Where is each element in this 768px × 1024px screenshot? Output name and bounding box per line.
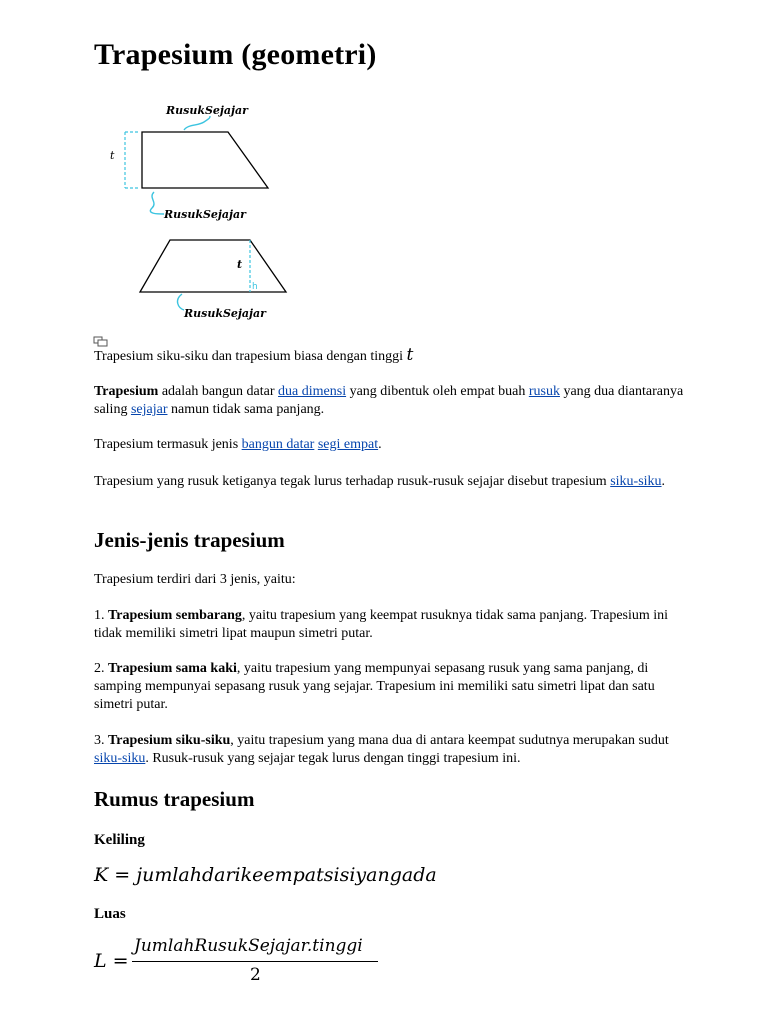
category-text-1: Trapesium termasuk jenis <box>94 437 242 452</box>
item-3-text-2: . Rusuk-rusuk yang sejajar tegak lurus dengan tinggi trapesium ini. <box>145 751 521 766</box>
link-rusuk[interactable]: rusuk <box>528 384 560 399</box>
jenis-intro: Trapesium terdiri dari 3 jenis, yaitu: <box>94 572 296 587</box>
jenis-item-2 <box>94 660 684 714</box>
item-3-term: Trapesium siku-siku <box>108 733 231 748</box>
link-segi-empat[interactable]: segi empat <box>317 437 379 452</box>
link-bangun-datar[interactable]: bangun datar <box>241 437 315 452</box>
category-text-2: . <box>378 437 382 452</box>
item-3-number: 3. <box>94 733 108 748</box>
right-trapezoid-text-2: . <box>661 474 666 489</box>
caption-text: Trapesium siku-siku dan trapesium biasa dengan tinggi <box>94 349 407 364</box>
keliling-formula: K = jumlahdarikeempatsisiyangada <box>94 864 437 886</box>
parallel-side-label-mid: RusukSejajar <box>164 208 246 221</box>
connector-top <box>184 116 210 130</box>
item-1-term: Trapesium sembarang <box>108 608 242 623</box>
isosceles-trapezoid-shape <box>140 240 286 292</box>
keliling-heading: Keliling <box>94 832 145 848</box>
caption-math: t <box>406 345 414 365</box>
intro-text-4: namun tidak sama panjang. <box>167 402 325 417</box>
link-sejajar[interactable]: sejajar <box>130 402 168 417</box>
trapezoid-figure <box>100 96 300 326</box>
parallel-side-label-top: RusukSejajar <box>166 104 248 117</box>
intro-text-1: adalah bangun datar <box>158 384 279 399</box>
height-label-2: t <box>237 258 243 271</box>
luas-lhs: L = <box>94 950 129 972</box>
luas-numerator: JumlahRusukSejajar.tinggi <box>134 936 363 956</box>
figure-caption <box>94 346 684 366</box>
link-siku-siku-2[interactable]: siku-siku <box>94 751 146 766</box>
luas-formula <box>94 936 394 990</box>
page-title: Trapesium (geometri) <box>94 38 377 71</box>
connector-mid <box>150 192 164 214</box>
right-trapezoid-shape <box>142 132 268 188</box>
item-3-text-1: , yaitu trapesium yang mana dua di antara keempat sudutnya merupakan sudut <box>230 733 669 748</box>
jenis-item-3 <box>94 732 684 768</box>
right-trapezoid-text-1: Trapesium yang rusuk ketiganya tegak lurus terhadap rusuk-rusuk sejajar disebut trapesium <box>94 474 611 489</box>
height-label-1: t <box>110 149 115 162</box>
right-trapezoid-paragraph <box>94 473 684 491</box>
link-siku-siku-1[interactable]: siku-siku <box>610 474 662 489</box>
luas-heading: Luas <box>94 906 126 922</box>
parallel-side-label-bottom: RusukSejajar <box>184 307 266 320</box>
category-paragraph <box>94 436 684 454</box>
link-dua-dimensi[interactable]: dua dimensi <box>278 384 347 399</box>
luas-denominator: 2 <box>250 965 261 985</box>
item-1-number: 1. <box>94 608 108 623</box>
height-marker: h <box>252 282 258 292</box>
jenis-item-1 <box>94 607 684 643</box>
fraction-bar <box>132 961 378 962</box>
section-heading-rumus: Rumus trapesium <box>94 787 255 811</box>
intro-bold: Trapesium <box>94 384 159 399</box>
item-1-text: , yaitu trapesium yang keempat rusuknya tidak sama panjang. Trapesium ini tidak memiliki simetri lipat maupun simetri putar. <box>94 608 669 641</box>
intro-text-2: yang dibentuk oleh empat buah <box>346 384 529 399</box>
item-2-number: 2. <box>94 661 108 676</box>
item-2-text: , yaitu trapesium yang mempunyai sepasang rusuk yang sama panjang, di samping mempunyai sepasang rusuk yang sejajar. Trapesium ini memiliki satu simetri lipat dan satu simetri putar. <box>94 661 655 712</box>
section-heading-jenis: Jenis-jenis trapesium <box>94 528 285 552</box>
item-2-term: Trapesium sama kaki <box>108 661 237 676</box>
intro-paragraph <box>94 383 684 419</box>
intro-text-3: yang dua diantaranya saling <box>94 384 684 417</box>
